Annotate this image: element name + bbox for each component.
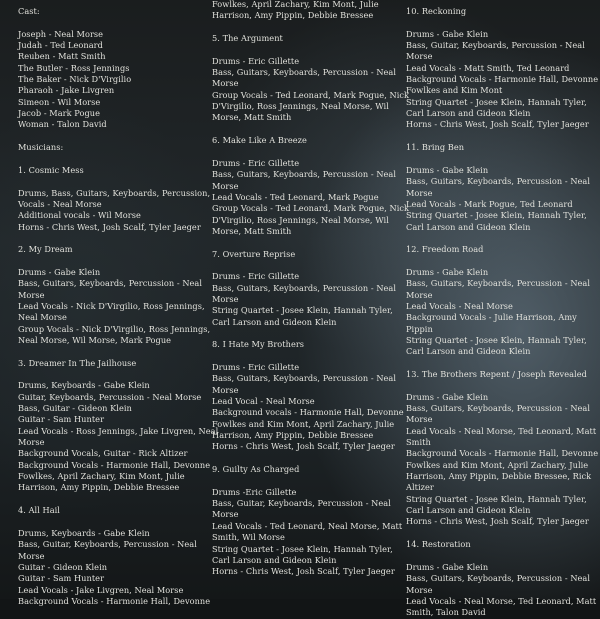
credit-line: Drums - Eric Gillette xyxy=(212,157,300,168)
spacer xyxy=(406,528,598,539)
credit-line: The Butler - Ross Jennings xyxy=(18,62,130,73)
spacer xyxy=(18,176,210,187)
credit-line: Group Vocals - Ted Leonard, Mark Pogue, Nick xyxy=(212,89,410,100)
credit-line: Harrison, Amy Pippin, Debbie Bressee xyxy=(212,10,374,21)
credit-line: Morse xyxy=(406,187,433,198)
spacer xyxy=(18,153,210,164)
credit-line: Smith, Talon David xyxy=(406,607,486,618)
spacer xyxy=(18,369,210,380)
credit-line: Bass, Guitar, Keyboards, Percussion - Neal xyxy=(18,539,197,550)
credit-line: Morse xyxy=(18,437,45,448)
section-heading: 7. Overture Reprise xyxy=(212,248,296,259)
credit-line: Fowlkes and Kim Mont xyxy=(406,85,503,96)
credit-line: Morse xyxy=(212,78,239,89)
credit-line: Drums - Gabe Klein xyxy=(406,561,489,572)
spacer xyxy=(406,551,598,562)
section-heading: 10. Reckoning xyxy=(406,6,467,16)
credit-line: D'Virgilio, Ross Jennings, Neal Morse, Wil xyxy=(212,101,389,112)
credit-line: Bass, Guitar, Keyboards, Percussion - Neal xyxy=(212,498,391,509)
credit-line: Group Vocals - Nick D'Virgilio, Ross Jennings, xyxy=(18,323,211,334)
credit-line: Morse, Matt Smith xyxy=(212,225,292,236)
credit-line: Morse xyxy=(18,289,45,300)
credit-line: Drums - Gabe Klein xyxy=(406,28,489,39)
credit-line: Carl Larson and Gideon Klein xyxy=(406,221,531,232)
credit-line: Altizer xyxy=(406,482,434,493)
credit-line: Drums, Bass, Guitars, Keyboards, Percussion, xyxy=(18,187,211,198)
credit-line: Jacob - Mark Pogue xyxy=(18,108,100,119)
credit-line: Background vocals - Harmonie Hall, Devonne xyxy=(212,407,404,418)
credit-line: Bass, Guitars, Keyboards, Percussion - Neal xyxy=(212,373,397,384)
credit-line: Bass, Guitars, Keyboards, Percussion - Neal xyxy=(406,573,591,584)
spacer xyxy=(406,380,598,391)
spacer xyxy=(18,494,210,505)
spacer xyxy=(18,256,210,267)
credit-line: Lead Vocals - Neal Morse, Ted Leonard, Matt xyxy=(406,595,597,606)
section-heading: 8. I Hate My Brothers xyxy=(212,339,305,350)
credit-line: Bass, Guitars, Keyboards, Percussion - Neal xyxy=(406,403,591,414)
section-heading: 2. My Dream xyxy=(18,244,73,255)
spacer xyxy=(406,153,598,164)
column-middle xyxy=(212,0,410,598)
credit-line: Reuben - Matt Smith xyxy=(18,51,106,62)
credit-line: String Quartet - Josee Klein, Hannah Tyler, xyxy=(406,493,587,504)
credit-line: Background Vocals - Julie Harrison, Amy xyxy=(406,312,577,323)
credit-line: Guitar, Keyboards, Percussion - Neal Morse xyxy=(18,391,202,402)
credit-line: Drums, Keyboards - Gabe Klein xyxy=(18,527,150,538)
credit-line: Guitar - Sam Hunter xyxy=(18,414,105,425)
credit-line: Vocals - Neal Morse xyxy=(18,198,102,209)
credit-line: Horns - Chris West, Josh Scalf, Tyler Jaeger xyxy=(18,221,201,232)
credit-line: Bass, Guitar, Keyboards, Percussion - Neal xyxy=(406,40,585,51)
credit-line: The Baker - Nick D'Virgilio xyxy=(18,74,132,85)
credit-line: Pippin xyxy=(406,323,433,334)
credit-line: Bass, Guitars, Keyboards, Percussion - Neal xyxy=(18,278,203,289)
credit-line: Judah - Ted Leonard xyxy=(18,40,103,51)
credit-line: Fowlkes, April Zachary, Kim Mont, Julie xyxy=(18,471,185,482)
credit-line: Smith xyxy=(406,437,431,448)
credit-line: Carl Larson and Gideon Klein xyxy=(406,346,531,357)
credit-line: Background Vocals - Harmonie Hall, Devonne xyxy=(18,595,211,606)
column-right xyxy=(406,6,599,618)
credit-line: Lead Vocals - Neal Morse xyxy=(406,300,513,311)
section-heading: 1. Cosmic Mess xyxy=(18,164,84,175)
credit-line: Bass, Guitars, Keyboards, Percussion - Neal xyxy=(212,282,397,293)
credit-line: Joseph - Neal Morse xyxy=(18,28,104,39)
credit-line: Fowlkes and Kim Mont, April Zachary, Julie xyxy=(406,459,589,470)
credit-line: String Quartet - Josee Klein, Hannah Tyler, xyxy=(406,96,587,107)
credit-line: String Quartet - Josee Klein, Hannah Tyler, xyxy=(212,305,393,316)
credit-line: Harrison, Amy Pippin, Debbie Bressee xyxy=(212,430,374,441)
credit-line: Drums - Eric Gillette xyxy=(212,271,300,282)
section-heading: 11. Bring Ben xyxy=(406,142,465,153)
credit-line: Lead Vocals - Ross Jennings, Jake Livgren, Neal xyxy=(18,425,219,436)
section-heading: 4. All Hail xyxy=(18,505,60,516)
credit-line: Lead Vocals - Mark Pogue, Ted Leonard xyxy=(406,198,573,209)
spacer xyxy=(406,17,598,28)
spacer xyxy=(212,453,404,464)
spacer xyxy=(406,358,598,369)
credit-line: Horns - Chris West, Josh Scalf, Tyler Jaeger xyxy=(212,441,395,452)
spacer xyxy=(212,475,404,486)
credit-line: Horns - Chris West, Josh Scalf, Tyler Jaeger xyxy=(406,119,589,130)
credit-line: String Quartet - Josee Klein, Hannah Tyler, xyxy=(406,334,587,345)
credit-line: Guitar - Sam Hunter xyxy=(18,573,105,584)
credit-line: Harrison, Amy Pippin, Debbie Bressee, Rick xyxy=(406,471,592,482)
section-heading: Cast: xyxy=(18,6,40,16)
credit-line: Group Vocals - Ted Leonard, Mark Pogue, Nick xyxy=(212,203,410,214)
credit-line: Morse, Matt Smith xyxy=(212,112,292,123)
spacer xyxy=(18,17,210,28)
spacer xyxy=(212,124,404,135)
credit-line: Drums - Eric Gillette xyxy=(212,362,300,372)
spacer xyxy=(212,146,404,157)
credit-line: Pharaoh - Jake Livgren xyxy=(18,85,115,96)
credit-line: Background Vocals - Harmonie Hall, Devonne xyxy=(406,74,599,85)
credit-line: Drums - Eric Gillette xyxy=(212,55,300,66)
credit-line: Drums - Gabe Klein xyxy=(406,391,489,402)
spacer xyxy=(406,233,598,244)
section-heading: Musicians: xyxy=(18,142,64,153)
credit-line: Background Vocals - Harmonie Hall, Devonne xyxy=(18,459,211,470)
section-heading: 14. Restoration xyxy=(406,539,471,550)
credit-line: Bass, Guitar - Gideon Klein xyxy=(18,403,132,414)
credit-line: Guitar - Gideon Klein xyxy=(18,561,108,572)
spacer xyxy=(406,131,598,142)
credit-line: String Quartet - Josee Klein, Hannah Tyler, xyxy=(406,210,587,221)
credit-line: Harrison, Amy Pippin, Debbie Bressee xyxy=(18,482,180,493)
credit-line: Drums - Gabe Klein xyxy=(406,164,489,175)
section-heading: 5. The Argument xyxy=(212,33,283,44)
credit-line: Drums - Gabe Klein xyxy=(18,266,101,277)
credit-line: Morse xyxy=(406,414,433,425)
spacer xyxy=(212,328,404,339)
credit-line: Horns - Chris West, Josh Scalf, Tyler Jaeger xyxy=(212,566,395,577)
spacer xyxy=(212,44,404,55)
spacer xyxy=(212,237,404,248)
credit-line: Smith, Wil Morse xyxy=(212,532,285,543)
credit-line: Additional vocals - Wil Morse xyxy=(18,210,141,221)
credit-line: Neal Morse xyxy=(18,312,67,323)
credit-line: Morse xyxy=(212,180,239,191)
credit-line: Background Vocals - Harmonie Hall, Devonne xyxy=(406,448,599,459)
credit-line: Bass, Guitars, Keyboards, Percussion - Neal xyxy=(212,67,397,78)
credit-line: String Quartet - Josee Klein, Hannah Tyler, xyxy=(212,543,393,554)
credit-line: Carl Larson and Gideon Klein xyxy=(212,316,337,327)
spacer xyxy=(212,22,404,33)
section-heading: 12. Freedom Road xyxy=(406,244,484,255)
credit-line: Neal Morse, Wil Morse, Mark Pogue xyxy=(18,334,172,345)
spacer xyxy=(406,256,598,267)
credit-line: Morse xyxy=(406,584,433,595)
credit-line: Morse xyxy=(212,384,239,395)
credit-line: Drums -Eric Gillette xyxy=(212,486,297,497)
credit-line: Bass, Guitars, Keyboards, Percussion - Neal xyxy=(212,169,397,180)
credit-line: Drums, Keyboards - Gabe Klein xyxy=(18,380,150,391)
credit-line: Morse xyxy=(406,51,433,62)
credit-line: Background Vocals, Guitar - Rick Altizer xyxy=(18,448,188,459)
credit-line: Carl Larson and Gideon Klein xyxy=(406,505,531,516)
section-heading: 3. Dreamer In The Jailhouse xyxy=(18,357,137,368)
section-heading: 6. Make Like A Breeze xyxy=(212,135,307,146)
credit-line: Bass, Guitars, Keyboards, Percussion - Neal xyxy=(406,278,591,289)
spacer xyxy=(18,131,210,142)
credit-line: Fowlkes, April Zachary, Kim Mont, Julie xyxy=(212,0,379,9)
spacer xyxy=(18,516,210,527)
spacer xyxy=(18,346,210,357)
credit-line: Morse xyxy=(212,293,239,304)
credit-line: D'Virgilio, Ross Jennings, Neal Morse, Wil xyxy=(212,214,389,225)
credit-line: Bass, Guitars, Keyboards, Percussion - Neal xyxy=(406,176,591,187)
credit-line: Lead Vocal - Neal Morse xyxy=(212,396,315,407)
credit-line: Lead Vocals - Ted Leonard, Mark Pogue xyxy=(212,191,379,202)
credit-line: Lead Vocals - Jake Livgren, Neal Morse xyxy=(18,584,184,595)
credit-line: Carl Larson and Gideon Klein xyxy=(406,108,531,119)
credit-line: Horns - Chris West, Josh Scalf, Tyler Jaeger xyxy=(406,516,589,527)
credit-line: Carl Larson and Gideon Klein xyxy=(212,554,337,565)
credit-line: Morse xyxy=(406,289,433,300)
credit-line: Lead Vocals - Neal Morse, Ted Leonard, Matt xyxy=(406,425,597,436)
credit-line: Lead Vocals - Ted Leonard, Neal Morse, Matt xyxy=(212,520,403,531)
spacer xyxy=(212,351,404,362)
credit-line: Woman - Talon David xyxy=(18,119,107,130)
section-heading: 9. Guilty As Charged xyxy=(212,464,300,475)
credit-line: Lead Vocals - Nick D'Virgilio, Ross Jennings, xyxy=(18,300,205,311)
column-left xyxy=(18,6,219,606)
credit-line: Fowlkes and Kim Mont, April Zachary, Julie xyxy=(212,418,395,429)
section-heading: 13. The Brothers Repent / Joseph Revealed xyxy=(406,369,587,379)
credit-line: Drums - Gabe Klein xyxy=(406,266,489,277)
credit-line: Morse xyxy=(212,509,239,520)
credit-line: Simeon - Wil Morse xyxy=(18,96,101,107)
credit-line: Morse xyxy=(18,550,45,561)
spacer xyxy=(212,260,404,271)
spacer xyxy=(18,233,210,244)
credit-line: Lead Vocals - Matt Smith, Ted Leonard xyxy=(406,62,570,73)
